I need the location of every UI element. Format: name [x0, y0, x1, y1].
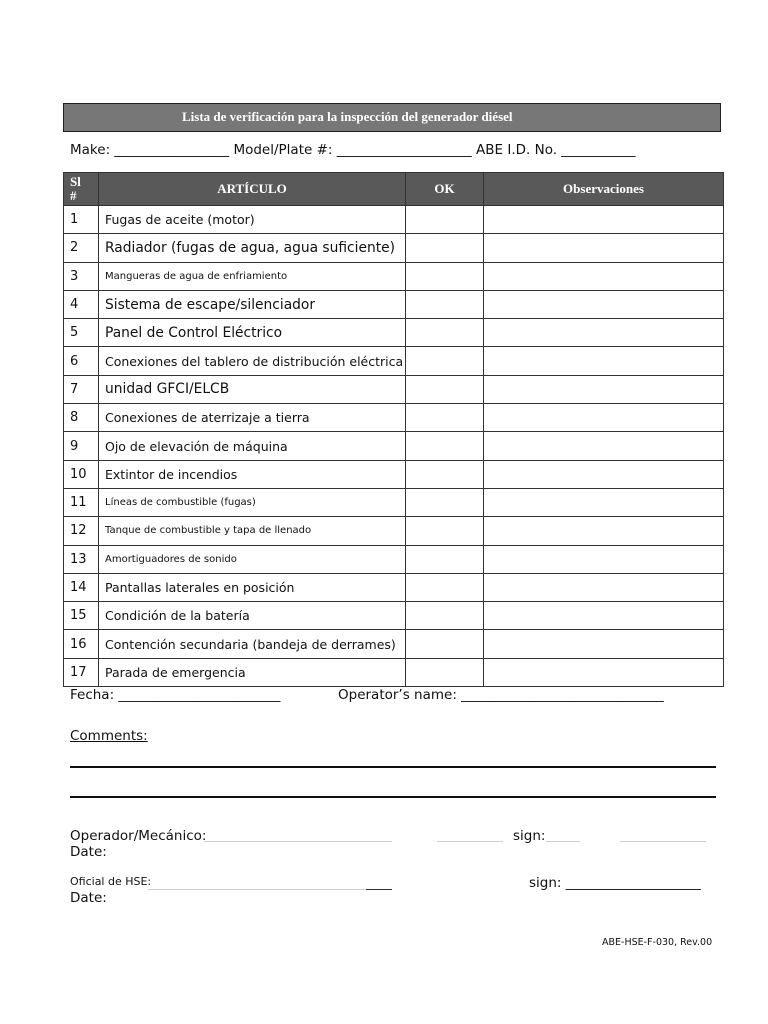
row-ok-cell[interactable] — [406, 460, 484, 488]
row-number: 14 — [64, 573, 99, 601]
row-observations-cell[interactable] — [484, 262, 724, 290]
row-observations-cell[interactable] — [484, 658, 724, 686]
row-item: Radiador (fugas de agua, agua suficiente) — [99, 234, 406, 262]
sl-header-line1: Sl — [70, 174, 81, 189]
row-ok-cell[interactable] — [406, 488, 484, 516]
row-item: Amortiguadores de sonido — [99, 545, 406, 573]
row-observations-cell[interactable] — [484, 290, 724, 318]
row-item: Fugas de aceite (motor) — [99, 206, 406, 234]
row-number: 6 — [64, 347, 99, 375]
row-number: 15 — [64, 602, 99, 630]
table-row — [64, 488, 724, 516]
row-observations-cell[interactable] — [484, 517, 724, 545]
table-row — [64, 319, 724, 347]
row-observations-cell[interactable] — [484, 375, 724, 403]
row-observations-cell[interactable] — [484, 545, 724, 573]
form-title: Lista de verificación para la inspección del generador diésel — [182, 109, 513, 124]
row-item: Mangueras de agua de enfriamiento — [99, 262, 406, 290]
date-field-line: Fecha: ________________________ — [70, 687, 281, 703]
hse-sign-field-line: sign: ____________________ — [529, 875, 701, 891]
row-number: 11 — [64, 488, 99, 516]
table-row — [64, 290, 724, 318]
operator-sign-extra-line — [620, 841, 706, 842]
row-observations-cell[interactable] — [484, 347, 724, 375]
row-ok-cell[interactable] — [406, 517, 484, 545]
row-ok-cell[interactable] — [406, 375, 484, 403]
row-number: 13 — [64, 545, 99, 573]
row-observations-cell[interactable] — [484, 404, 724, 432]
operator-name-field-line: Operator’s name: ______________________________ — [338, 687, 664, 703]
row-ok-cell[interactable] — [406, 432, 484, 460]
table-row — [64, 262, 724, 290]
row-ok-cell[interactable] — [406, 630, 484, 658]
row-number: 1 — [64, 206, 99, 234]
row-ok-cell[interactable] — [406, 262, 484, 290]
form-code: ABE-HSE-F-030, Rev.00 — [602, 937, 713, 948]
table-row — [64, 630, 724, 658]
row-observations-cell[interactable] — [484, 460, 724, 488]
operator-mechanic-signature-line — [204, 841, 392, 842]
table-row — [64, 545, 724, 573]
row-item: Parada de emergencia — [99, 658, 406, 686]
row-item: Tanque de combustible y tapa de llenado — [99, 517, 406, 545]
operator-date-label: Date: — [70, 844, 107, 860]
sl-header-line2: # — [70, 188, 77, 203]
table-row — [64, 517, 724, 545]
column-header-observations: Observaciones — [484, 173, 724, 206]
row-ok-cell[interactable] — [406, 319, 484, 347]
row-observations-cell[interactable] — [484, 573, 724, 601]
row-observations-cell[interactable] — [484, 432, 724, 460]
table-row — [64, 658, 724, 686]
row-number: 2 — [64, 234, 99, 262]
form-title-bar — [63, 103, 721, 132]
row-ok-cell[interactable] — [406, 206, 484, 234]
table-row — [64, 432, 724, 460]
row-ok-cell[interactable] — [406, 658, 484, 686]
row-number: 3 — [64, 262, 99, 290]
table-row — [64, 375, 724, 403]
row-number: 5 — [64, 319, 99, 347]
row-number: 8 — [64, 404, 99, 432]
row-ok-cell[interactable] — [406, 347, 484, 375]
row-item: Pantallas laterales en posición — [99, 573, 406, 601]
row-number: 7 — [64, 375, 99, 403]
table-row — [64, 206, 724, 234]
row-item: Panel de Control Eléctrico — [99, 319, 406, 347]
table-row — [64, 573, 724, 601]
row-ok-cell[interactable] — [406, 573, 484, 601]
row-observations-cell[interactable] — [484, 234, 724, 262]
row-item: Conexiones del tablero de distribución eléctrica — [99, 347, 406, 375]
row-number: 10 — [64, 460, 99, 488]
row-number: 4 — [64, 290, 99, 318]
row-ok-cell[interactable] — [406, 602, 484, 630]
row-ok-cell[interactable] — [406, 290, 484, 318]
row-observations-cell[interactable] — [484, 488, 724, 516]
row-item: Condición de la batería — [99, 602, 406, 630]
row-item: Ojo de elevación de máquina — [99, 432, 406, 460]
row-observations-cell[interactable] — [484, 319, 724, 347]
row-item: Conexiones de aterrizaje a tierra — [99, 404, 406, 432]
hse-date-label: Date: — [70, 890, 107, 906]
column-header-sl — [64, 173, 99, 206]
row-number: 9 — [64, 432, 99, 460]
row-item: Líneas de combustible (fugas) — [99, 488, 406, 516]
hse-officer-line-end — [366, 889, 392, 890]
operator-mechanic-label: Operador/Mecánico: — [70, 828, 207, 844]
operator-sign-line — [546, 841, 580, 842]
row-observations-cell[interactable] — [484, 602, 724, 630]
row-ok-cell[interactable] — [406, 234, 484, 262]
row-ok-cell[interactable] — [406, 545, 484, 573]
row-item: Contención secundaria (bandeja de derrames) — [99, 630, 406, 658]
column-header-item: ARTÍCULO — [99, 173, 406, 206]
hse-officer-label: Oficial de HSE: — [70, 875, 152, 888]
make-model-id-line: Make: _________________ Model/Plate #: ____________________ ABE I.D. No. ___________ — [70, 142, 636, 158]
row-number: 12 — [64, 517, 99, 545]
table-header-row — [64, 173, 724, 206]
comments-line-1 — [70, 766, 716, 768]
comments-label: Comments: — [70, 728, 148, 744]
row-observations-cell[interactable] — [484, 206, 724, 234]
row-number: 17 — [64, 658, 99, 686]
row-number: 16 — [64, 630, 99, 658]
table-row — [64, 234, 724, 262]
table-row — [64, 347, 724, 375]
operator-sign-label: sign: — [513, 828, 546, 844]
row-ok-cell[interactable] — [406, 404, 484, 432]
row-item: unidad GFCI/ELCB — [99, 375, 406, 403]
table-row — [64, 404, 724, 432]
table-row — [64, 460, 724, 488]
row-item: Extintor de incendios — [99, 460, 406, 488]
table-row — [64, 602, 724, 630]
comments-line-2 — [70, 796, 716, 798]
hse-officer-signature-line — [148, 889, 366, 890]
row-observations-cell[interactable] — [484, 630, 724, 658]
operator-blank-line — [437, 841, 503, 842]
column-header-ok: OK — [406, 173, 484, 206]
inspection-checklist-table — [63, 172, 724, 687]
row-item: Sistema de escape/silenciador — [99, 290, 406, 318]
